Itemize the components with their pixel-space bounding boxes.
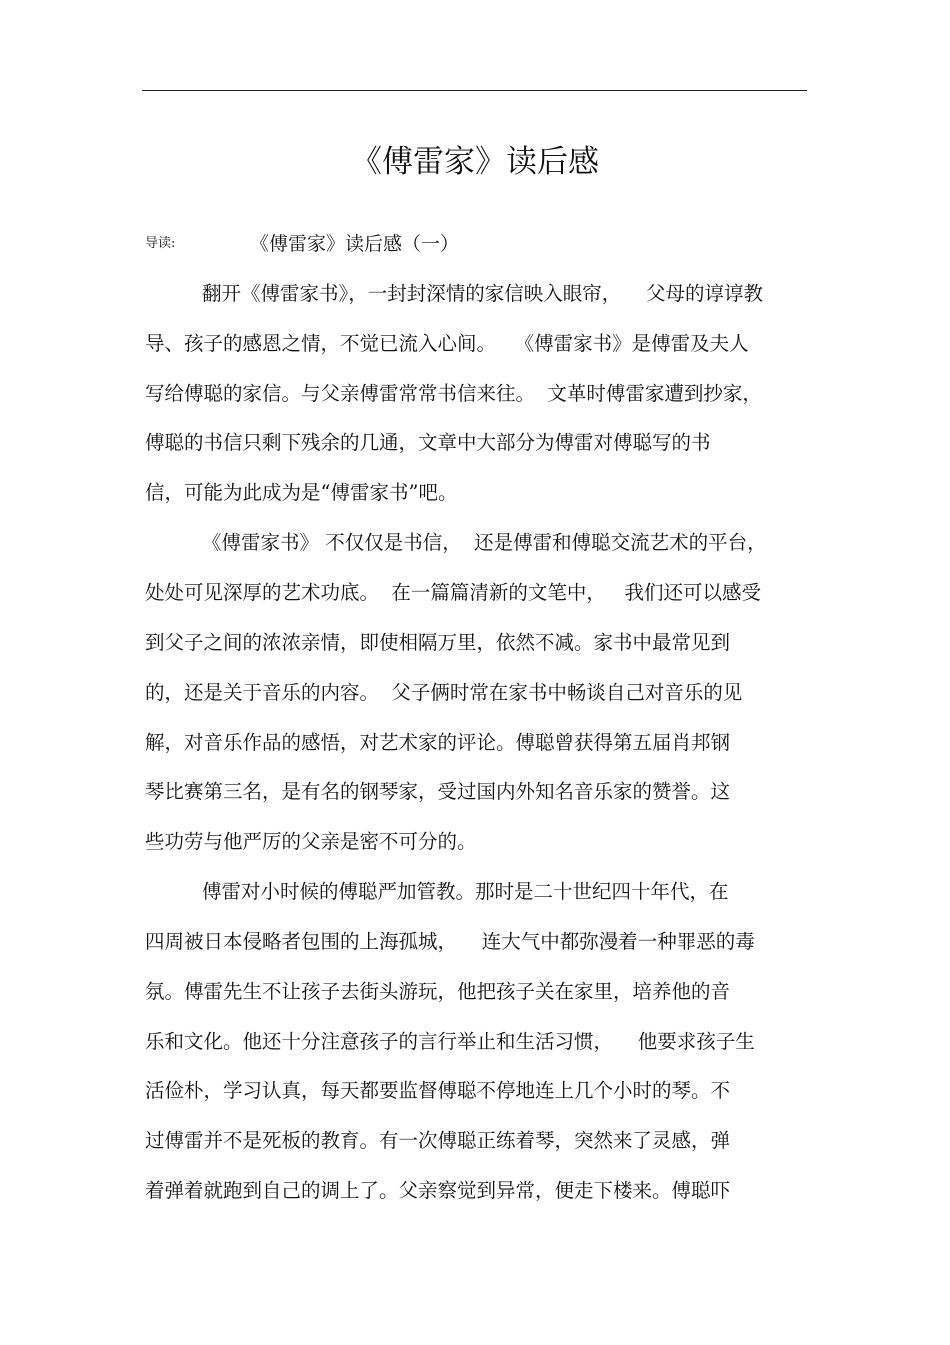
body-line: 琴比赛第三名，是有名的钢琴家，受过国内外知名音乐家的赞誉。这: [145, 780, 731, 803]
body-line: 《傅雷家书》 不仅仅是书信， 还是傅雷和傅聪交流艺术的平台，: [202, 531, 767, 554]
body-line: 导、孩子的感恩之情，不觉已流入心间。 《傅雷家书》是傅雷及夫人: [145, 332, 749, 355]
intro-label: 导读:: [145, 236, 176, 251]
body-line: 的，还是关于音乐的内容。 父子俩时常在家书中畅谈自己对音乐的见: [145, 681, 743, 704]
top-rule: [142, 90, 807, 91]
body-line: 傅聪的书信只剩下残余的几通，文章中大部分为傅雷对傅聪写的书: [145, 431, 711, 454]
body-line: 乐和文化。他还十分注意孩子的言行举止和生活习惯， 他要求孩子生: [145, 1030, 755, 1053]
intro-text: 《傅雷家》读后感（一）: [250, 233, 460, 255]
body-line: 活俭朴，学习认真，每天都要监督傅聪不停地连上几个小时的琴。不: [145, 1079, 731, 1102]
body-line: 到父子之间的浓浓亲情，即使相隔万里，依然不减。家书中最常见到: [145, 631, 731, 654]
body-line: 着弹着就跑到自己的调上了。父亲察觉到异常，便走下楼来。傅聪吓: [145, 1179, 731, 1202]
page-title: 《傅雷家》读后感: [351, 144, 599, 180]
body-line: 些功劳与他严厉的父亲是密不可分的。: [145, 830, 477, 853]
body-line: 翻开《傅雷家书》，一封封深情的家信映入眼帘， 父母的谆谆教: [202, 282, 764, 305]
body-line: 四周被日本侵略者包围的上海孤城， 连大气中都弥漫着一种罪恶的毒: [145, 930, 755, 953]
body-line: 信，可能为此成为是“傅雷家书”吧。: [145, 481, 458, 504]
body-line: 处处可见深厚的艺术功底。 在一篇篇清新的文笔中， 我们还可以感受: [145, 581, 761, 604]
body-line: 过傅雷并不是死板的教育。有一次傅聪正练着琴，突然来了灵感，弹: [145, 1129, 731, 1152]
body-line: 解，对音乐作品的感悟，对艺术家的评论。傅聪曾获得第五届肖邦钢: [145, 731, 731, 754]
body-line: 傅雷对小时候的傅聪严加管教。那时是二十世纪四十年代，在: [202, 880, 729, 903]
body-line: 写给傅聪的家信。与父亲傅雷常常书信来往。 文革时傅雷家遭到抄家，: [145, 382, 762, 405]
body-line: 氛。傅雷先生不让孩子去街头游玩，他把孩子关在家里，培养他的音: [145, 980, 731, 1003]
